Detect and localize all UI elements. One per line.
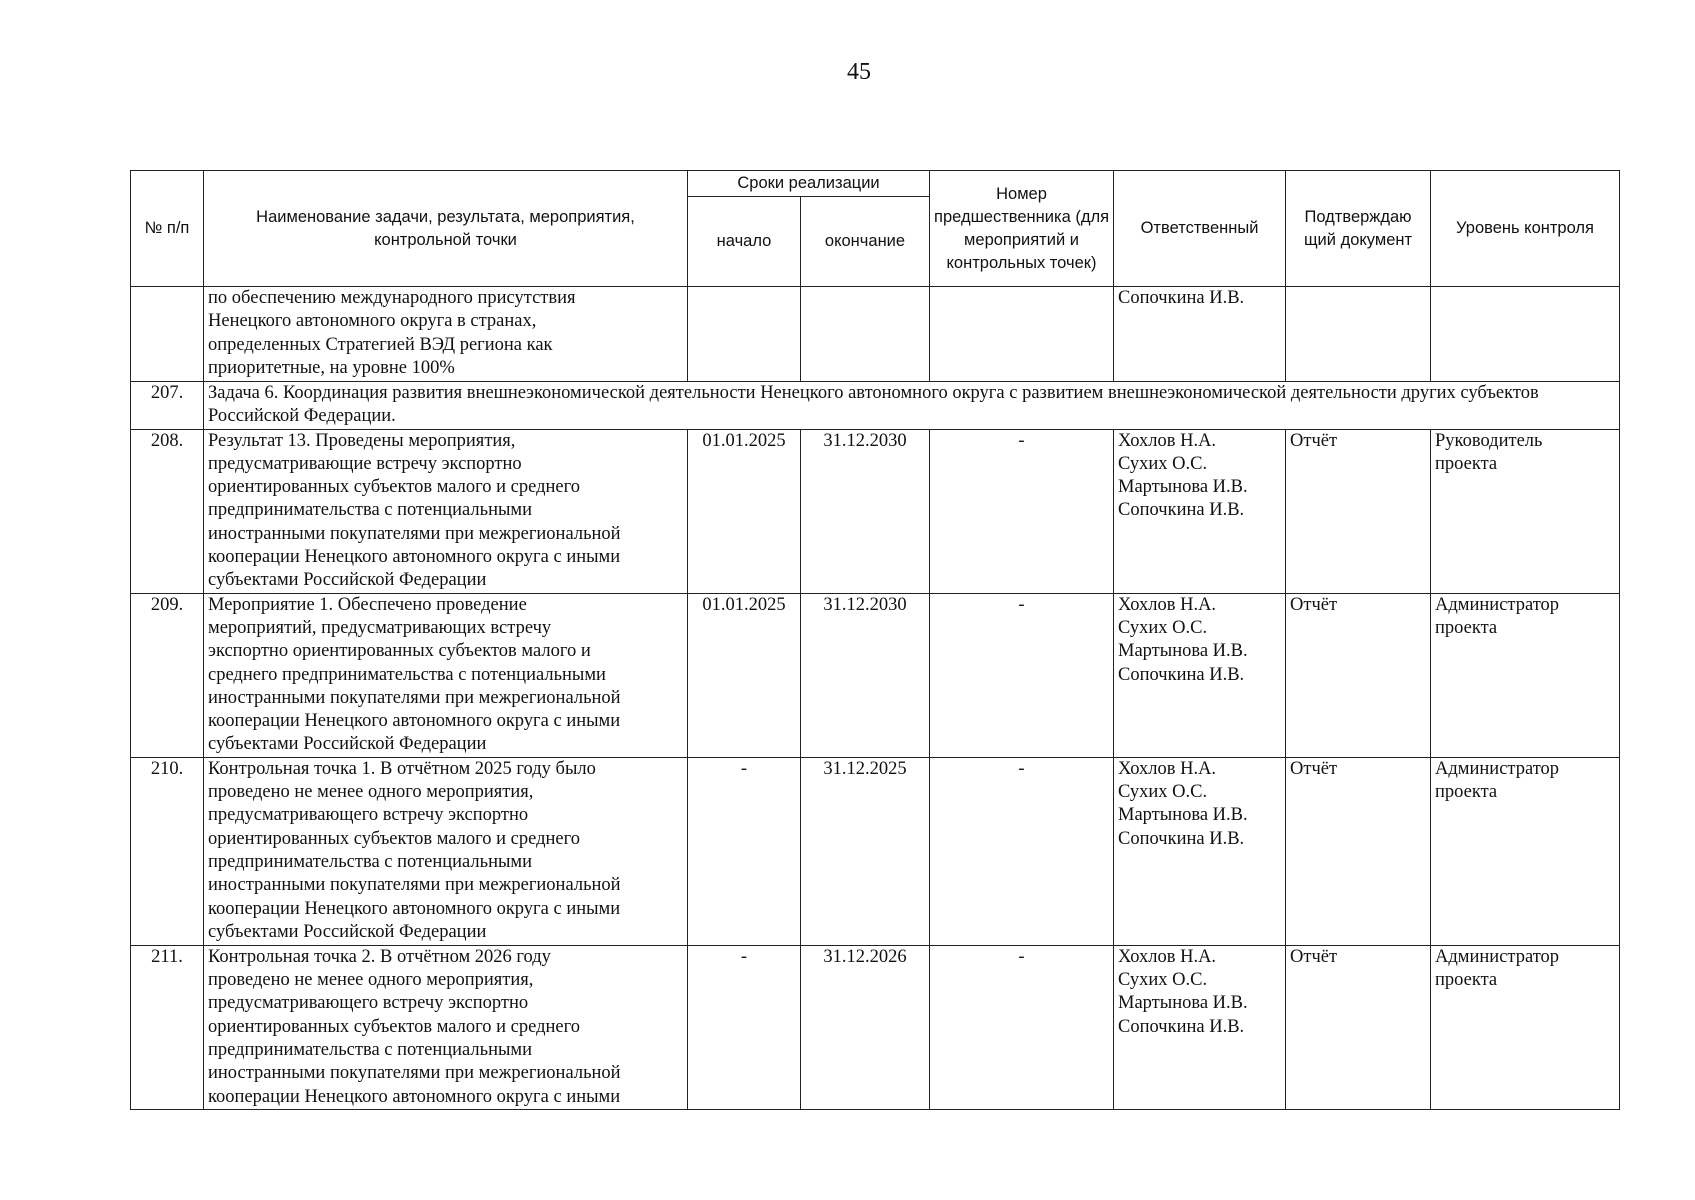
row-responsible: Хохлов Н.А. Сухих О.С. Мартынова И.В. Сопочкина И.В. [1114,593,1286,757]
row-predecessor: - [930,593,1114,757]
row-responsible: Хохлов Н.А. Сухих О.С. Мартынова И.В. Сопочкина И.В. [1114,757,1286,945]
table-row [131,757,1620,945]
row-predecessor: - [930,429,1114,593]
row-name: Контрольная точка 2. В отчётном 2026 году проведено не менее одного мероприятия, предусматривающего встречу экспортно ориентированных субъектов малого и среднего предпринимательства с потенциальными иностранными покупателями при межрегиональной кооперации Ненецкого автономного округа с иными [204,945,688,1109]
row-predecessor: - [930,945,1114,1109]
row-num: 209. [131,593,204,757]
row-responsible: Хохлов Н.А. Сухих О.С. Мартынова И.В. Сопочкина И.В. [1114,429,1286,593]
row-start: - [688,945,801,1109]
continuation-responsible: Сопочкина И.В. [1114,287,1286,382]
row-num: 208. [131,429,204,593]
header-num: № п/п [131,171,204,287]
row-name: Контрольная точка 1. В отчётном 2025 году было проведено не менее одного мероприятия, предусматривающего встречу экспортно ориентированных субъектов малого и среднего предпринимательства с потенциальными иностранными покупателями при межрегиональной кооперации Ненецкого автономного округа с иными субъектами Российской Федерации [204,757,688,945]
continuation-num [131,287,204,382]
header-predecessor: Номер предшественника (для мероприятий и контрольных точек) [930,171,1114,287]
row-control: Администратор проекта [1431,757,1620,945]
project-plan-table [130,170,1620,1110]
header-row [131,171,1620,197]
header-end: окончание [801,197,930,287]
row-document: Отчёт [1286,593,1431,757]
row-control: Руководитель проекта [1431,429,1620,593]
row-start: - [688,757,801,945]
row-end: 31.12.2030 [801,429,930,593]
row-num: 211. [131,945,204,1109]
row-num: 210. [131,757,204,945]
continuation-name: по обеспечению международного присутствия Ненецкого автономного округа в странах, определенных Стратегией ВЭД региона как приоритетные, на уровне 100% [204,287,688,382]
header-control: Уровень контроля [1431,171,1620,287]
page-number: 45 [847,59,871,85]
table-row [131,429,1620,593]
header-document: Подтверждаю щий документ [1286,171,1431,287]
task-text: Задача 6. Координация развития внешнеэкономической деятельности Ненецкого автономного округа с развитием внешнеэкономической деятельности других субъектов Российской Федерации. [204,382,1620,430]
header-name: Наименование задачи, результата, мероприятия, контрольной точки [204,171,688,287]
task-row [131,382,1620,430]
header-terms: Сроки реализации [688,171,930,197]
row-name: Результат 13. Проведены мероприятия, предусматривающие встречу экспортно ориентированных субъектов малого и среднего предпринимательства с потенциальными иностранными покупателями при межрегиональной кооперации Ненецкого автономного округа с иными субъектами Российской Федерации [204,429,688,593]
task-num: 207. [131,382,204,430]
header-responsible: Ответственный [1114,171,1286,287]
table-row [131,945,1620,1109]
row-name: Мероприятие 1. Обеспечено проведение мероприятий, предусматривающих встречу экспортно ориентированных субъектов малого и среднего предпринимательства с потенциальными иностранными покупателями при межрегиональной кооперации Ненецкого автономного округа с иными субъектами Российской Федерации [204,593,688,757]
row-document: Отчёт [1286,429,1431,593]
row-control: Администратор проекта [1431,945,1620,1109]
row-control: Администратор проекта [1431,593,1620,757]
row-responsible: Хохлов Н.А. Сухих О.С. Мартынова И.В. Сопочкина И.В. [1114,945,1286,1109]
row-predecessor: - [930,757,1114,945]
row-end: 31.12.2030 [801,593,930,757]
row-document: Отчёт [1286,945,1431,1109]
row-document: Отчёт [1286,757,1431,945]
row-end: 31.12.2025 [801,757,930,945]
row-end: 31.12.2026 [801,945,930,1109]
row-start: 01.01.2025 [688,593,801,757]
continuation-row [131,287,1620,382]
table-row [131,593,1620,757]
row-start: 01.01.2025 [688,429,801,593]
header-start: начало [688,197,801,287]
